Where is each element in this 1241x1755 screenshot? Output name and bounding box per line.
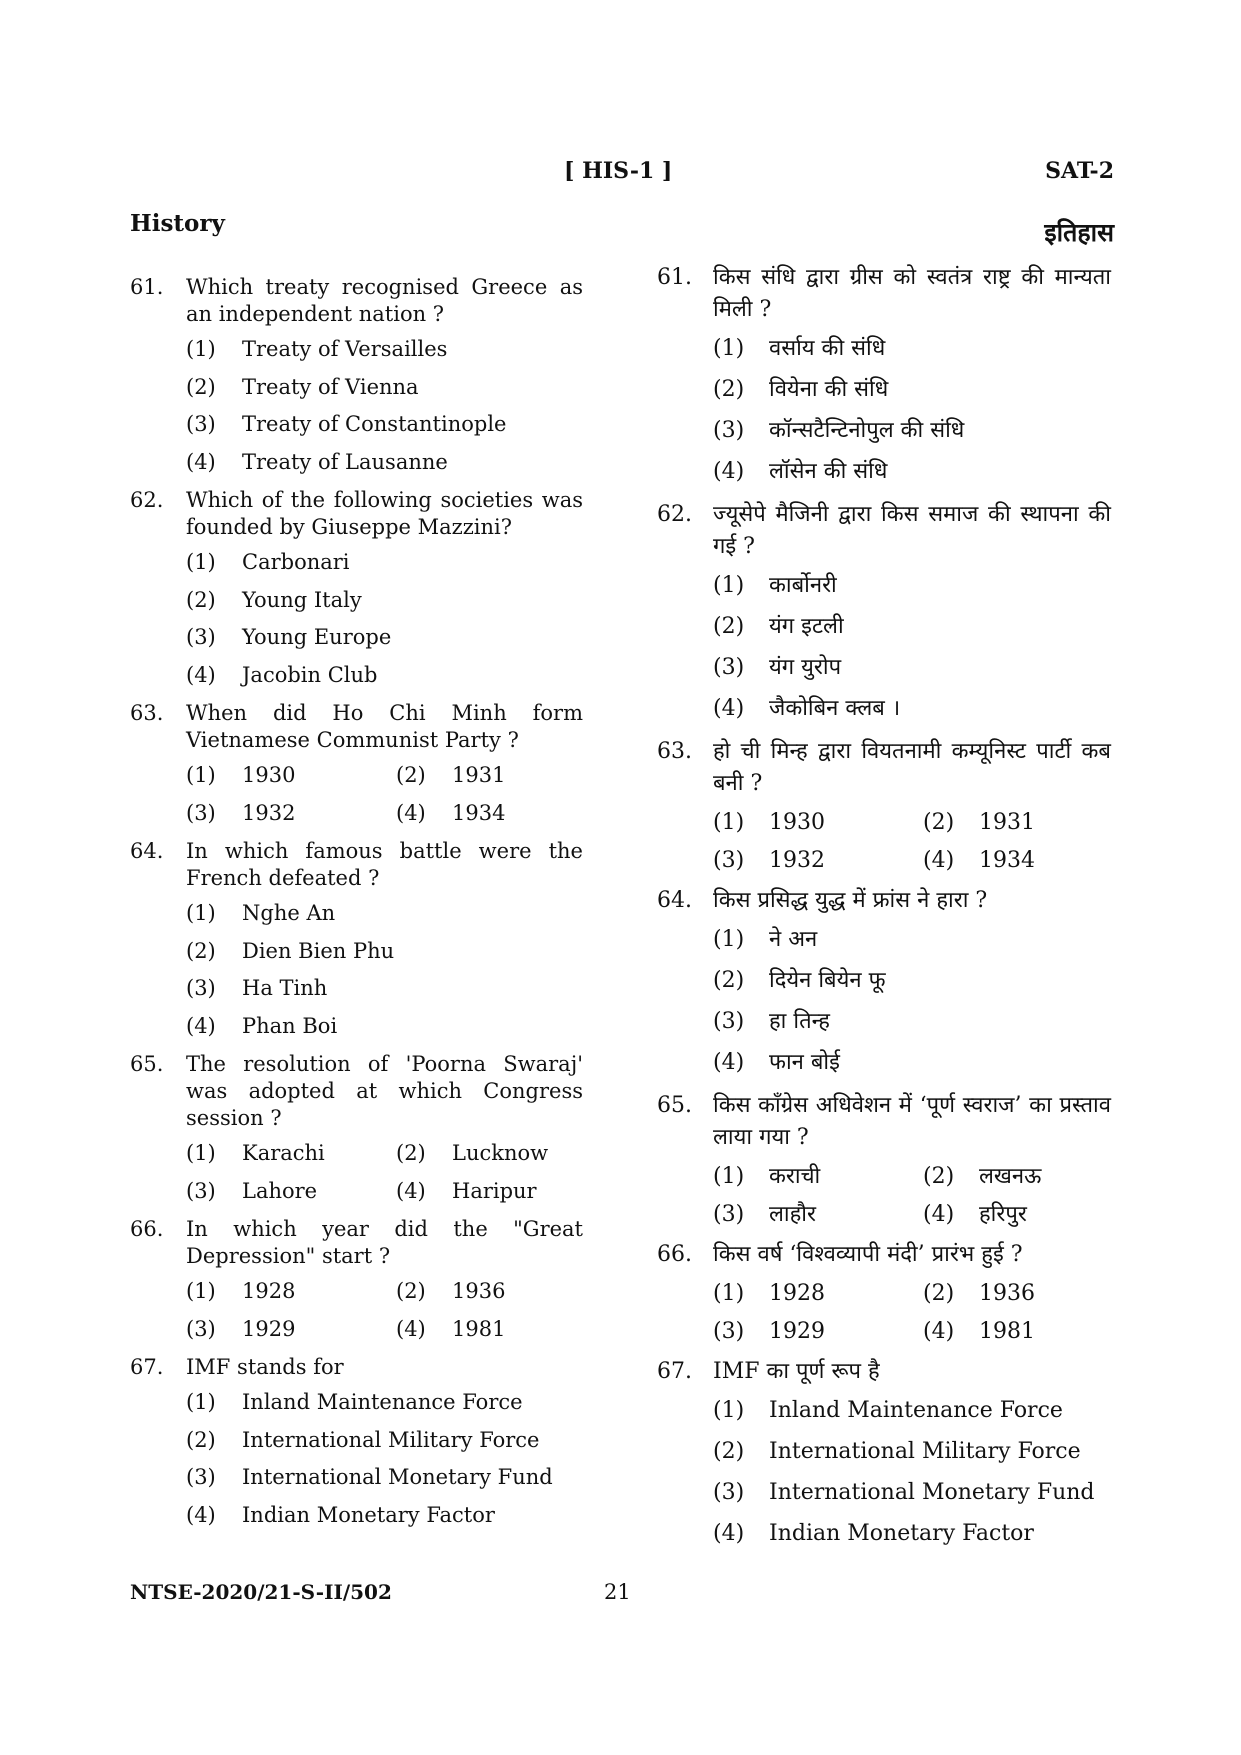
- option: [186, 900, 583, 938]
- question-65-en: [130, 1051, 583, 1215]
- option-text: हा तिन्ह: [769, 1009, 830, 1034]
- option-text: Young Italy: [242, 587, 362, 612]
- option-text: कार्बोनरी: [769, 573, 837, 598]
- option-number: (2): [186, 938, 216, 963]
- option: [923, 845, 1133, 883]
- option-text: International Military Force: [769, 1439, 1081, 1464]
- option-number: (2): [186, 587, 216, 612]
- question-number: 63.: [130, 701, 164, 725]
- option-number: (2): [396, 763, 426, 787]
- option-text: 1929: [769, 1319, 825, 1344]
- option-text: Haripur: [452, 1178, 537, 1203]
- option: [186, 938, 583, 976]
- option-text: 1932: [769, 848, 825, 873]
- option-text: वियेना की संधि: [769, 377, 889, 402]
- option-number: (4): [186, 449, 216, 474]
- option: [713, 333, 1111, 374]
- option: [186, 1427, 583, 1465]
- option: [396, 1278, 606, 1316]
- option: [186, 1502, 583, 1540]
- question-text: Which of the following societies was founded by Giuseppe Mazzini?: [186, 488, 583, 539]
- option-number: (4): [396, 1316, 426, 1341]
- option: [713, 1278, 923, 1316]
- option-number: (1): [713, 1164, 745, 1189]
- option-text: International Monetary Fund: [769, 1480, 1095, 1505]
- option-text: 1932: [242, 800, 296, 825]
- option-number: (1): [186, 337, 216, 361]
- question-text: किस वर्ष ‘विश्वव्यापी मंदी’ प्रारंभ हुई ?: [713, 1242, 1023, 1267]
- option-text: वर्साय की संधि: [769, 336, 886, 361]
- option-text: 1931: [979, 810, 1035, 835]
- question-text: किस काँग्रेस अधिवेशन में ‘पूर्ण स्वराज’ का प्रस्ताव लाया गया ?: [713, 1093, 1111, 1150]
- option-text: Nghe An: [242, 901, 336, 925]
- option: [713, 570, 1111, 611]
- option-text: यंग युरोप: [769, 655, 842, 680]
- option: [186, 449, 583, 487]
- english-column: [130, 274, 583, 1540]
- option: [713, 1006, 1111, 1047]
- question-number: 62.: [657, 502, 692, 527]
- option-number: (3): [713, 418, 745, 443]
- option-text: Indian Monetary Factor: [769, 1521, 1034, 1546]
- question-number: 63.: [657, 739, 692, 764]
- option-text: 1929: [242, 1316, 296, 1341]
- option: [186, 975, 583, 1013]
- option-number: (3): [186, 976, 216, 1000]
- question-text: किस प्रसिद्ध युद्ध में फ्रांस ने हारा ?: [713, 888, 988, 913]
- option-number: (4): [186, 1502, 216, 1527]
- question-text: ज्यूसेपे मैजिनी द्वारा किस समाज की स्थापना की गई ?: [713, 502, 1111, 559]
- option: [186, 624, 583, 662]
- question-number: 65.: [130, 1052, 164, 1076]
- option: [923, 1278, 1133, 1316]
- option: [396, 1140, 606, 1178]
- question-65-hi: [657, 1090, 1111, 1237]
- option: [186, 800, 396, 838]
- option-text: Lahore: [242, 1178, 318, 1203]
- option-text: दियेन बियेन फू: [769, 968, 886, 993]
- question-number: 61.: [130, 275, 164, 299]
- option-number: (1): [713, 336, 745, 361]
- option-number: (3): [186, 1316, 216, 1341]
- option: [186, 1464, 583, 1502]
- option-text: Treaty of Constantinople: [242, 412, 507, 436]
- option: [713, 611, 1111, 652]
- option: [713, 693, 1111, 734]
- option: [713, 1316, 923, 1354]
- option: [713, 456, 1111, 497]
- option-text: 1934: [979, 848, 1035, 873]
- question-64-hi: [657, 885, 1111, 1088]
- option-text: लखनऊ: [979, 1164, 1042, 1189]
- option-text: 1931: [452, 763, 506, 787]
- option-number: (3): [186, 412, 216, 436]
- option: [396, 800, 606, 838]
- option: [923, 1199, 1133, 1237]
- question-number: 61.: [657, 265, 692, 290]
- option-number: (4): [713, 1521, 745, 1546]
- question-text: IMF का पूर्ण रूप है: [713, 1359, 880, 1384]
- option-number: (4): [186, 1013, 216, 1038]
- option: [186, 762, 396, 800]
- option-text: Indian Monetary Factor: [242, 1502, 495, 1527]
- option: [186, 587, 583, 625]
- option-text: 1936: [979, 1281, 1035, 1306]
- option-text: 1930: [242, 763, 296, 787]
- option: [713, 1436, 1111, 1477]
- option-number: (3): [713, 1319, 745, 1344]
- option-number: (1): [186, 550, 216, 574]
- question-63-hi: [657, 736, 1111, 883]
- question-text: किस संधि द्वारा ग्रीस को स्वतंत्र राष्ट्र की मान्यता मिली ?: [713, 265, 1111, 322]
- option: [186, 1178, 396, 1216]
- option: [923, 807, 1133, 845]
- option: [186, 1013, 583, 1051]
- option: [713, 1047, 1111, 1088]
- option: [186, 1278, 396, 1316]
- option-text: लॉसेन की संधि: [769, 459, 888, 484]
- option: [713, 965, 1111, 1006]
- question-text: The resolution of 'Poorna Swaraj' was adopted at which Congress session ?: [186, 1052, 583, 1130]
- question-62-en: [130, 487, 583, 699]
- option-text: कराची: [769, 1164, 821, 1189]
- question-61-en: [130, 274, 583, 486]
- option-text: यंग इटली: [769, 614, 844, 639]
- option-number: (4): [186, 662, 216, 687]
- option-number: (2): [923, 1164, 955, 1189]
- page-number: 21: [604, 1580, 631, 1604]
- option-number: (1): [713, 1281, 745, 1306]
- question-text: When did Ho Chi Minh form Vietnamese Communist Party ?: [186, 701, 583, 752]
- option-number: (4): [396, 1178, 426, 1203]
- option-text: Karachi: [242, 1141, 325, 1165]
- option-number: (4): [396, 800, 426, 825]
- question-number: 65.: [657, 1093, 692, 1118]
- hindi-column: [657, 262, 1111, 1561]
- option-text: हरिपुर: [979, 1202, 1027, 1227]
- option: [713, 1518, 1111, 1559]
- question-text: Which treaty recognised Greece as an independent nation ?: [186, 275, 583, 326]
- option-text: Lucknow: [452, 1141, 549, 1165]
- option-text: Jacobin Club: [242, 662, 378, 687]
- option: [186, 336, 583, 374]
- question-text: IMF stands for: [186, 1355, 344, 1379]
- option-number: (3): [713, 1480, 745, 1505]
- option: [186, 374, 583, 412]
- question-66-en: [130, 1216, 583, 1353]
- option: [186, 662, 583, 700]
- option-text: Ha Tinh: [242, 976, 328, 1000]
- option-text: Inland Maintenance Force: [769, 1398, 1063, 1423]
- option-text: ने अन: [769, 927, 818, 952]
- option: [713, 924, 1111, 965]
- option-number: (3): [713, 1202, 745, 1227]
- question-67-hi: [657, 1356, 1111, 1559]
- question-number: 67.: [657, 1359, 692, 1384]
- option-number: (2): [713, 614, 745, 639]
- option-number: (3): [186, 800, 216, 825]
- question-number: 64.: [130, 839, 164, 863]
- option: [713, 1477, 1111, 1518]
- option-number: (4): [923, 1202, 955, 1227]
- option-number: (2): [713, 1439, 745, 1464]
- question-number: 67.: [130, 1355, 164, 1379]
- option: [186, 411, 583, 449]
- option-number: (3): [713, 848, 745, 873]
- option-number: (1): [713, 573, 745, 598]
- option-number: (4): [713, 459, 745, 484]
- question-text: In which year did the "Great Depression" start ?: [186, 1217, 583, 1268]
- option-text: Carbonari: [242, 550, 350, 574]
- option-number: (1): [713, 927, 745, 952]
- option-text: 1930: [769, 810, 825, 835]
- option-text: 1928: [769, 1281, 825, 1306]
- option-text: Dien Bien Phu: [242, 938, 395, 963]
- option: [396, 762, 606, 800]
- option: [396, 1316, 606, 1354]
- option-number: (1): [713, 1398, 745, 1423]
- option-number: (1): [713, 810, 745, 835]
- option-number: (3): [713, 655, 745, 680]
- option-text: Inland Maintenance Force: [242, 1390, 523, 1414]
- option-number: (1): [186, 1390, 216, 1414]
- question-64-en: [130, 838, 583, 1050]
- option: [713, 807, 923, 845]
- question-text: In which famous battle were the French defeated ?: [186, 839, 583, 890]
- question-number: 66.: [657, 1242, 692, 1267]
- option-text: International Military Force: [242, 1427, 540, 1452]
- option-text: लाहौर: [769, 1202, 816, 1227]
- option: [713, 415, 1111, 456]
- question-number: 64.: [657, 888, 692, 913]
- option-number: (4): [713, 1050, 745, 1075]
- section-title-english: History: [130, 210, 225, 237]
- option-text: 1934: [452, 800, 506, 825]
- question-61-hi: [657, 262, 1111, 497]
- option-text: Treaty of Lausanne: [242, 449, 448, 474]
- option-number: (1): [186, 1141, 216, 1165]
- option-number: (1): [186, 1279, 216, 1303]
- question-text: हो ची मिन्ह द्वारा वियतनामी कम्यूनिस्ट पार्टी कब बनी ?: [713, 739, 1111, 796]
- option: [396, 1178, 606, 1216]
- option-number: (4): [713, 696, 745, 721]
- option-text: Phan Boi: [242, 1013, 338, 1038]
- option-text: जैकोबिन क्लब ।: [769, 696, 901, 721]
- option-text: 1936: [452, 1279, 506, 1303]
- sat-label: SAT-2: [1045, 158, 1114, 184]
- option-number: (3): [186, 1178, 216, 1203]
- option: [186, 549, 583, 587]
- section-title-hindi: इतिहास: [1044, 218, 1114, 247]
- question-number: 62.: [130, 488, 164, 512]
- question-67-en: [130, 1354, 583, 1539]
- option-number: (2): [396, 1279, 426, 1303]
- option-number: (3): [713, 1009, 745, 1034]
- option: [713, 1395, 1111, 1436]
- option-text: फान बोई: [769, 1050, 840, 1075]
- option-text: Young Europe: [242, 625, 392, 649]
- paper-code: [ HIS-1 ]: [564, 158, 673, 184]
- option-text: International Monetary Fund: [242, 1465, 553, 1489]
- option-number: (2): [713, 377, 745, 402]
- option: [713, 1161, 923, 1199]
- option-number: (3): [186, 625, 216, 649]
- footer-exam-code: NTSE-2020/21-S-II/502: [130, 1580, 392, 1604]
- option: [186, 1389, 583, 1427]
- option-number: (4): [923, 1319, 955, 1344]
- option-number: (2): [923, 810, 955, 835]
- option-text: Treaty of Versailles: [242, 337, 448, 361]
- option-number: (1): [186, 763, 216, 787]
- question-66-hi: [657, 1239, 1111, 1354]
- option-number: (4): [923, 848, 955, 873]
- question-63-en: [130, 700, 583, 837]
- option-number: (2): [186, 1427, 216, 1452]
- option: [713, 1199, 923, 1237]
- option-number: (2): [923, 1281, 955, 1306]
- option-text: 1981: [979, 1319, 1035, 1344]
- option-text: कॉन्सटैन्टिनोपुल की संधि: [769, 418, 965, 443]
- option-number: (2): [713, 968, 745, 993]
- option-number: (2): [396, 1141, 426, 1165]
- option-text: Treaty of Vienna: [242, 374, 419, 399]
- option: [713, 652, 1111, 693]
- question-number: 66.: [130, 1217, 164, 1241]
- option-number: (2): [186, 374, 216, 399]
- option: [186, 1140, 396, 1178]
- option: [923, 1161, 1133, 1199]
- option: [923, 1316, 1133, 1354]
- option-text: 1928: [242, 1279, 296, 1303]
- option-number: (3): [186, 1465, 216, 1489]
- option-text: 1981: [452, 1316, 506, 1341]
- question-62-hi: [657, 499, 1111, 734]
- option: [713, 845, 923, 883]
- option-number: (1): [186, 901, 216, 925]
- option: [186, 1316, 396, 1354]
- option: [713, 374, 1111, 415]
